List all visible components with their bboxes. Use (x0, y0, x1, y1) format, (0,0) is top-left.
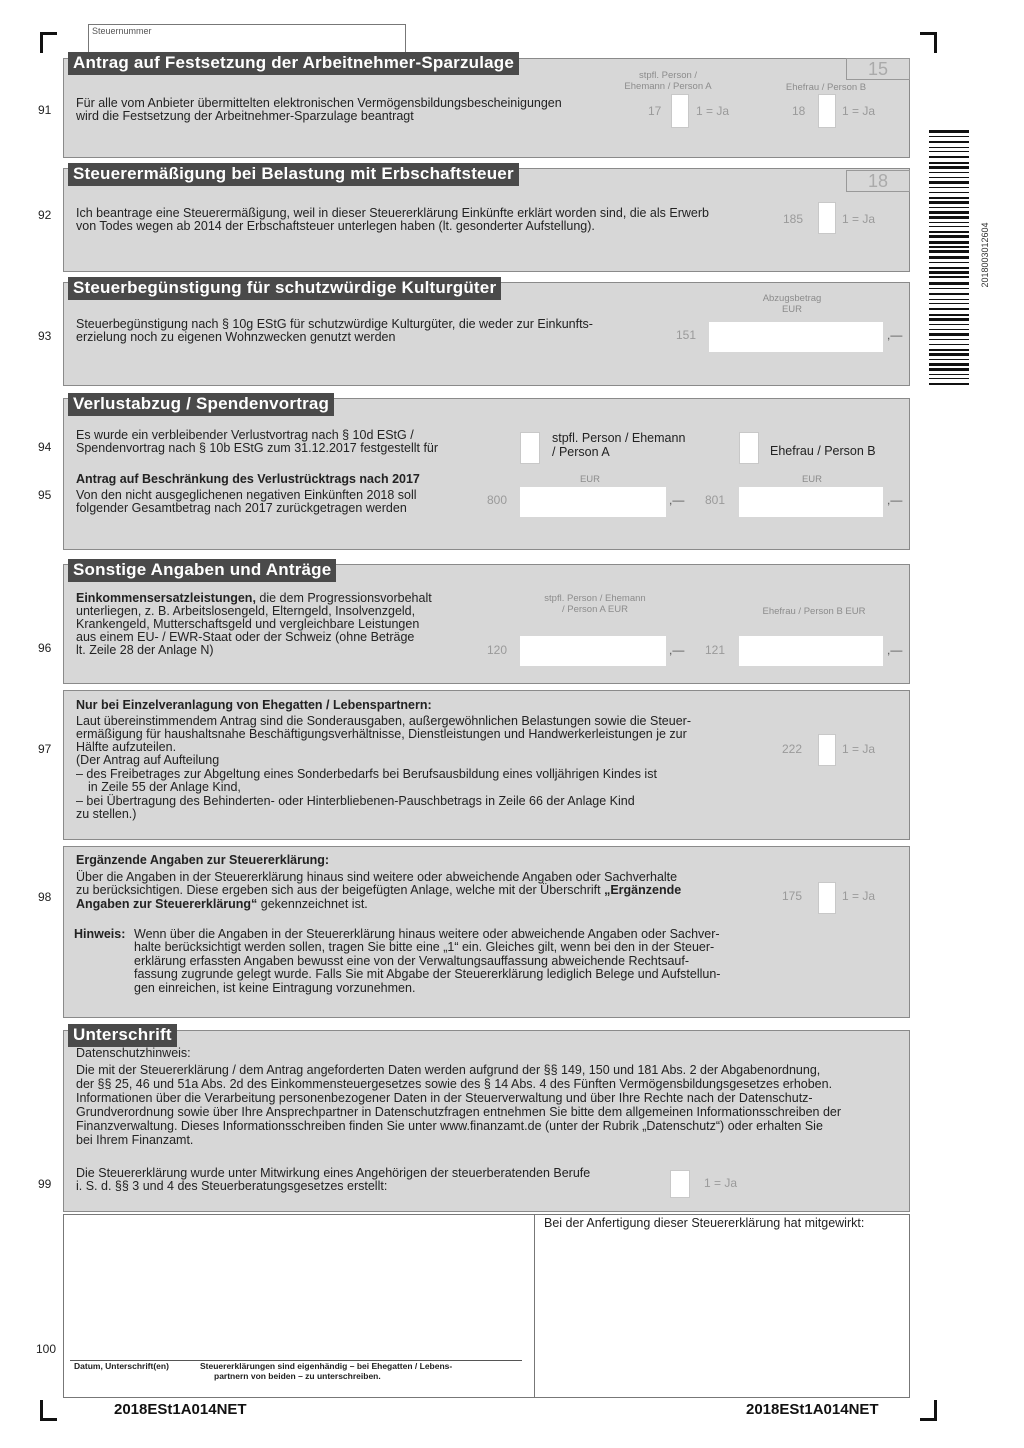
sonstige-text-96-2: unterliegen, z. B. Arbeitslosengeld, Elterngeld, Insolvenzgeld, (76, 604, 416, 618)
verlust-text-95-1: Von den nicht ausgeglichenen negativen Einkünften 2018 soll (76, 488, 417, 502)
ergaenzende-line-3b: Angaben zur Steuererklärung“ (76, 897, 258, 911)
sonstige-text-96-first: die dem Progressionsvorbehalt (255, 591, 432, 605)
hinweis-line-1: Wenn über die Angaben in der Steuererklärung hinaus weitere oder abweichende Angaben oder Sachver- (134, 927, 720, 941)
ergaenzende-line-3a: gekennzeichnet ist. (257, 897, 368, 911)
hinweis-line-4: fassung zugrunde gelegt wurde. Falls Sie mit Abgabe der Steuererklärung lediglich Belege und Aufstellun- (134, 967, 721, 981)
section-title-unterschrift: Unterschrift (68, 1024, 177, 1047)
einzelveranlagung-line-2: ermäßigung für haushaltsnahe Beschäftigungsverhältnisse, Dienstleistungen und Handwerkerleistungen je zur (76, 727, 687, 741)
einzelveranlagung-line-5: – des Freibetrages zur Abgeltung eines Sonderbedarfs bei Berufsausbildung eines volljährigen Kindes ist (76, 767, 657, 781)
signature-note-2: partnern von beiden – zu unterschreiben. (214, 1371, 381, 1381)
field-number-185: 185 (783, 212, 804, 226)
datenschutz-line-4: Grundverordnung sowie über Ihre Ansprechpartner in Datenschutzfragen entnehmen Sie bitte dem allgemeinen Informationsschreiben der (76, 1105, 842, 1119)
einzelveranlagung-line-8: zu stellen.) (76, 807, 137, 821)
verlust-text-94-1: Es wurde ein verbleibender Verlustvortrag nach § 10d EStG / (76, 428, 414, 442)
suffix-120: ,— (669, 643, 685, 657)
suffix-800: ,— (669, 493, 685, 507)
line-number-100: 100 (36, 1342, 57, 1356)
field-number-175: 175 (782, 889, 803, 903)
einzelveranlagung-heading: Nur bei Einzelveranlagung von Ehegatten / Lebenspartnern: (76, 698, 432, 712)
hinweis-line-2: halte berücksichtigt werden sollen, tragen Sie bitte eine „1“ ein. Gleiches gilt, wenn bei den in der Steuer- (134, 940, 715, 954)
column-label-96-b: Ehefrau / Person B EUR (762, 606, 866, 617)
hinweis-line-5: gen einreichen, ist keine Eintragung vorzunehmen. (134, 981, 416, 995)
erbschaft-text-1: Ich beantrage eine Steuerermäßigung, weil in dieser Steuererklärung Einkünfte erklärt worden sind, die als Erwerb (76, 206, 709, 220)
line-number-92: 92 (38, 208, 52, 222)
field-number-18: 18 (792, 104, 806, 118)
mitgewirkt-box[interactable] (535, 1214, 910, 1398)
ergaenzende-heading: Ergänzende Angaben zur Steuererklärung: (76, 853, 330, 867)
field-number-800: 800 (487, 493, 508, 507)
ja-label-sparzulage-b: 1 = Ja (842, 104, 876, 118)
checkbox-sparzulage-person-a[interactable] (671, 94, 689, 128)
line-number-91: 91 (38, 103, 52, 117)
einzelveranlagung-line-1: Laut übereinstimmendem Antrag sind die Sonderausgaben, außergewöhnlichen Belastungen sowie die Steuer- (76, 714, 691, 728)
mitwirkung-text-1: Die Steuererklärung wurde unter Mitwirkung eines Angehörigen der steuerberatenden Berufe (76, 1166, 591, 1180)
line-number-96: 96 (38, 641, 52, 655)
corner-mark-bottom-right (920, 1400, 937, 1421)
column-label-person-a: stpfl. Person / Ehemann / Person A (624, 70, 712, 92)
sparzulage-text-2: wird die Festsetzung der Arbeitnehmer-Sparzulage beantragt (76, 109, 414, 123)
eur-label-800: EUR (579, 474, 601, 485)
checkbox-erbschaftsteuer[interactable] (818, 202, 836, 234)
eur-label-801: EUR (801, 474, 823, 485)
signature-note-1: Steuererklärungen sind eigenhändig – bei Ehegatten / Lebens- (200, 1361, 453, 1371)
ergaenzende-line-2a: zu berücksichtigen. Diese ergeben sich aus der beigefügten Anlage, welche mit der Überschrift (76, 883, 601, 897)
field-number-151: 151 (676, 328, 697, 342)
einzelveranlagung-line-3: Hälfte aufzuteilen. (76, 740, 177, 754)
suffix-kulturgueter: ,— (887, 328, 903, 342)
checkbox-verlust-person-a[interactable] (520, 432, 540, 464)
field-number-801: 801 (705, 493, 726, 507)
einzelveranlagung-line-4: (Der Antrag auf Aufteilung (76, 753, 220, 767)
ergaenzende-line-3 (76, 898, 368, 912)
column-label-96-a: stpfl. Person / Ehemann / Person A EUR (544, 593, 646, 615)
sparzulage-text-1: Für alle vom Anbieter übermittelten elektronischen Vermögensbildungsbescheinigungen (76, 96, 562, 110)
checkbox-einzelveranlagung[interactable] (818, 734, 836, 766)
section-title-erbschaftsteuer: Steuerermäßigung bei Belastung mit Erbschaftsteuer (68, 163, 519, 186)
ja-label-sparzulage-a: 1 = Ja (696, 104, 730, 118)
sonstige-heading-96: Einkommensersatzleistungen, (76, 591, 256, 605)
corner-mark-top-left (40, 32, 57, 53)
suffix-801: ,— (887, 493, 903, 507)
line-number-94: 94 (38, 440, 52, 454)
ergaenzende-line-1: Über die Angaben in der Steuererklärung hinaus sind weitere oder abweichende Angaben oder Sachverhalte (76, 870, 678, 884)
datenschutz-label: Datenschutzhinweis: (76, 1046, 191, 1060)
section-title-sparzulage: Antrag auf Festsetzung der Arbeitnehmer-Sparzulage (68, 52, 519, 75)
steuernummer-label: Steuernummer (92, 26, 152, 36)
verlust-text-95-2: folgender Gesamtbetrag nach 2017 zurückgetragen werden (76, 501, 407, 515)
field-number-222: 222 (782, 742, 803, 756)
line-number-98: 98 (38, 890, 52, 904)
input-einkommensersatz-person-a[interactable] (520, 636, 666, 666)
section-title-sonstige: Sonstige Angaben und Anträge (68, 559, 336, 582)
column-label-abzugsbetrag: Abzugsbetrag EUR (762, 293, 822, 315)
ja-label-erbschaft: 1 = Ja (842, 212, 876, 226)
input-kulturgueter-betrag[interactable] (709, 322, 883, 352)
hinweis-label: Hinweis: (74, 927, 126, 941)
section-code-18: 18 (846, 170, 910, 192)
mitwirkung-text-2: i. S. d. §§ 3 und 4 des Steuerberatungsgesetzes erstellt: (76, 1179, 388, 1193)
corner-mark-bottom-left (40, 1400, 57, 1421)
barcode-number: 2018003012604 (980, 222, 990, 288)
datenschutz-line-2: der §§ 25, 46 und 51a Abs. 2d des Einkommensteuergesetzes sowie des § 14 Abs. 4 des Fünften Vermögensbildungsgesetzes erhoben. (76, 1077, 833, 1091)
column-label-person-b: Ehefrau / Person B (785, 82, 867, 93)
line-number-93: 93 (38, 329, 52, 343)
datenschutz-line-5: Finanzverwaltung. Dieses Informationsschreiben finden Sie unter www.finanzamt.de (unter der Rubrik „Datenschutz“) oder erhalten Sie (76, 1119, 823, 1133)
checkbox-mitwirkung-steuerberater[interactable] (670, 1170, 690, 1198)
field-number-17: 17 (648, 104, 662, 118)
sonstige-text-96-3: Krankengeld, Mutterschaftsgeld und vergleichbare Leistungen (76, 617, 420, 631)
ja-label-99: 1 = Ja (704, 1176, 738, 1190)
signature-label: Datum, Unterschrift(en) (74, 1361, 169, 1371)
barcode (929, 130, 969, 386)
datenschutz-line-1: Die mit der Steuererklärung / dem Antrag angeforderten Daten werden aufgrund der §§ 149, 150 und 181 Abs. 2 der Abgabenordnung, (76, 1063, 821, 1077)
verlust-heading-95: Antrag auf Beschränkung des Verlustrücktrags nach 2017 (76, 472, 420, 486)
form-code-right: 2018ESt1A014NET (746, 1401, 879, 1418)
checkbox-verlust-person-b[interactable] (739, 432, 759, 464)
input-verlustruecktrag-person-a[interactable] (520, 487, 666, 517)
section-code-15: 15 (846, 58, 910, 80)
input-einkommensersatz-person-b[interactable] (739, 636, 883, 666)
ja-label-98: 1 = Ja (842, 889, 876, 903)
erbschaft-text-2: von Todes wegen ab 2014 der Erbschaftsteuer unterlegen haben (lt. gesonderter Aufstellung). (76, 219, 595, 233)
hinweis-line-3: erklärung erfassten Angaben bewusst eine von der Verwaltungsauffassung abweichende Rechtsauf- (134, 954, 689, 968)
ergaenzende-line-2b: „Ergänzende (600, 883, 682, 897)
mitgewirkt-label: Bei der Anfertigung dieser Steuererklärung hat mitgewirkt: (544, 1216, 865, 1230)
verlust-label-person-b: Ehefrau / Person B (770, 444, 876, 458)
checkbox-sparzulage-person-b[interactable] (818, 94, 836, 128)
input-verlustruecktrag-person-b[interactable] (739, 487, 883, 517)
sonstige-text-96-5: lt. Zeile 28 der Anlage N) (76, 643, 214, 657)
field-number-120: 120 (487, 643, 508, 657)
line-number-99: 99 (38, 1177, 52, 1191)
section-title-verlustabzug: Verlustabzug / Spendenvortrag (68, 393, 334, 416)
datenschutz-line-6: bei Ihrem Finanzamt. (76, 1133, 194, 1147)
einzelveranlagung-line-7: – bei Übertragung des Behinderten- oder Hinterbliebenen-Pauschbetrags in Zeile 66 der Anlage Kind (76, 794, 635, 808)
einzelveranlagung-line-6: in Zeile 55 der Anlage Kind, (88, 780, 241, 794)
field-number-121: 121 (705, 643, 726, 657)
line-number-95: 95 (38, 488, 52, 502)
section-title-kulturgueter: Steuerbegünstigung für schutzwürdige Kulturgüter (68, 277, 501, 300)
line-number-97: 97 (38, 742, 52, 756)
form-code-left: 2018ESt1A014NET (114, 1401, 247, 1418)
ergaenzende-line-2 (76, 884, 681, 898)
verlust-text-94-2: Spendenvortrag nach § 10b EStG zum 31.12.2017 festgestellt für (76, 441, 439, 455)
sonstige-text-96-4: aus einem EU- / EWR-Staat oder der Schweiz (ohne Beträge (76, 630, 415, 644)
kultur-text-2: erzielung noch zu eigenen Wohnzwecken genutzt werden (76, 330, 396, 344)
datenschutz-line-3: Informationen über die Verarbeitung personenbezogener Daten in der Steuerverwaltung und über Ihre Rechte nach der Datenschutz- (76, 1091, 813, 1105)
verlust-label-person-a: stpfl. Person / Ehemann / Person A (552, 431, 686, 459)
corner-mark-top-right (920, 32, 937, 53)
kultur-text-1: Steuerbegünstigung nach § 10g EStG für schutzwürdige Kulturgüter, die weder zur Einkunfts- (76, 317, 593, 331)
suffix-121: ,— (887, 643, 903, 657)
checkbox-ergaenzende-angaben[interactable] (818, 882, 836, 914)
ja-label-97: 1 = Ja (842, 742, 876, 756)
